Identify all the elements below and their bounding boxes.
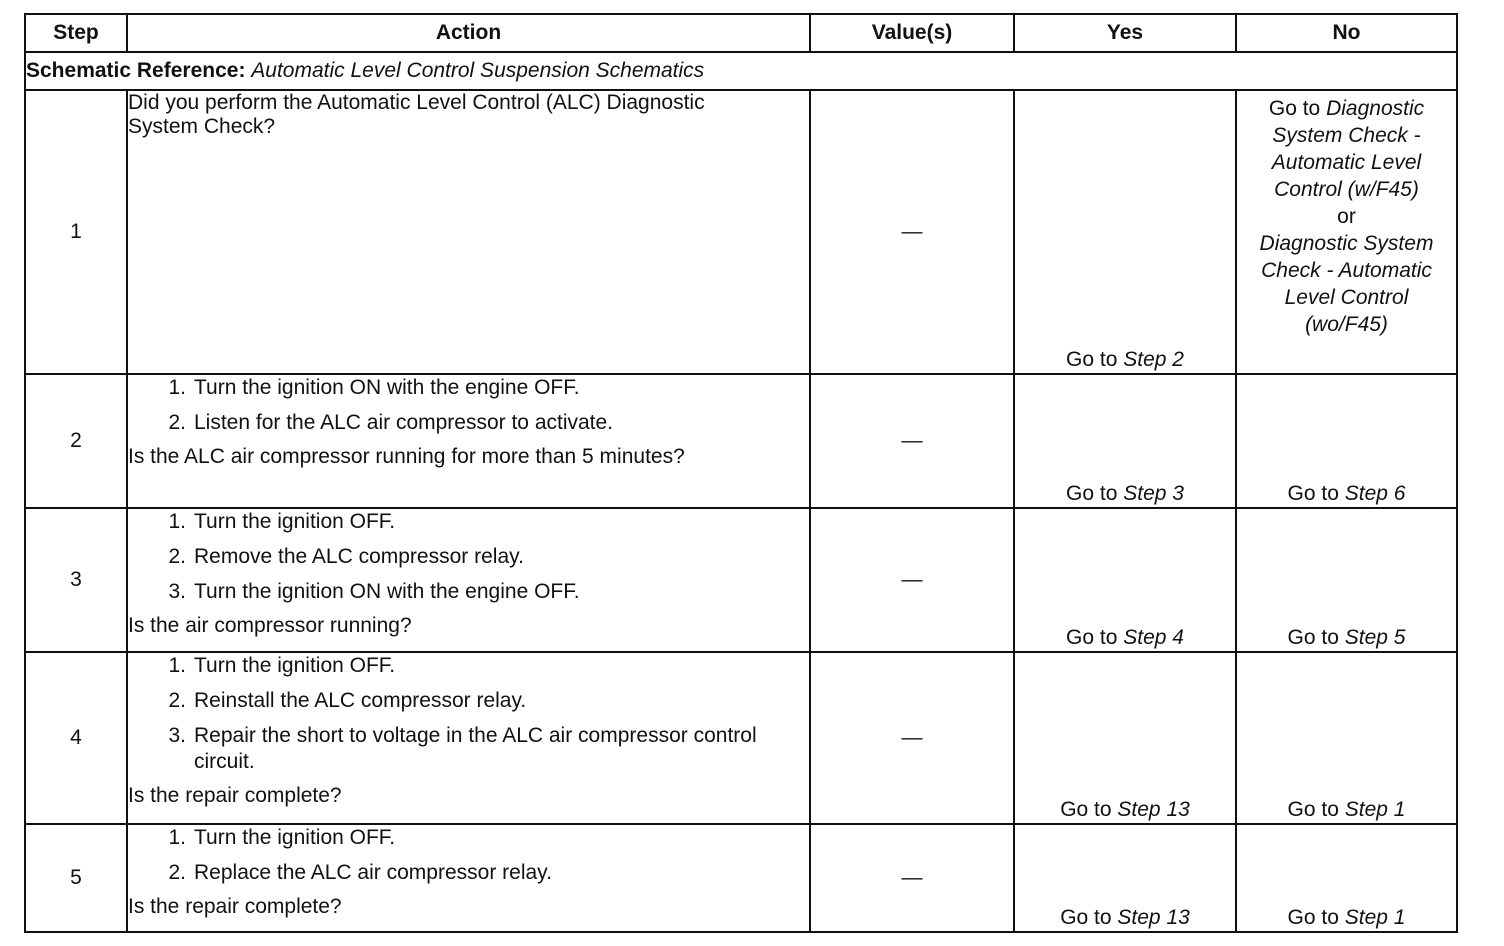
yes-cell [1014, 508, 1236, 652]
no-cell [1236, 90, 1457, 374]
step-number: 2 [25, 374, 127, 508]
no-target-link-wo-f45: Diagnostic System Check - Automatic Level Control (wo/F45) [1259, 232, 1434, 336]
value-cell: — [810, 508, 1014, 652]
schematic-link: Automatic Level Control Suspension Schematics [251, 59, 705, 82]
action-cell [127, 652, 810, 824]
yes-prefix: Go to [1066, 482, 1118, 505]
yes-target-link: Step 3 [1123, 482, 1184, 505]
no-cell [1236, 374, 1457, 508]
list-item [128, 653, 809, 679]
step-number: 3 [25, 508, 127, 652]
no-target-link: Step 6 [1344, 482, 1406, 505]
item-text: Repair the short to voltage in the ALC air compressor control circuit. [194, 724, 757, 773]
action-question: Did you perform the Automatic Level Control (ALC) Diagnostic System Check? [128, 91, 705, 138]
action-question: Is the ALC air compressor running for more than 5 minutes? [128, 445, 685, 468]
item-number: 1. [168, 510, 186, 533]
item-number: 1. [168, 826, 186, 849]
item-number: 3. [168, 580, 186, 603]
yes-prefix: Go to [1060, 906, 1112, 929]
step-number: 5 [25, 824, 127, 932]
item-text: Turn the ignition OFF. [194, 826, 396, 849]
yes-prefix: Go to [1066, 348, 1118, 371]
yes-cell [1014, 824, 1236, 932]
item-number: 1. [168, 654, 186, 677]
step-number: 1 [25, 90, 127, 374]
no-target-link: Step 5 [1344, 626, 1406, 649]
list-item [128, 579, 809, 605]
list-item [128, 825, 809, 851]
table-row-step-5 [25, 824, 1457, 932]
no-prefix: Go to [1287, 482, 1339, 505]
table-row-step-4 [25, 652, 1457, 824]
diagnostic-table [24, 13, 1458, 933]
action-question: Is the repair complete? [128, 895, 342, 918]
action-cell [127, 90, 810, 374]
yes-target-link: Step 4 [1123, 626, 1184, 649]
action-question: Is the air compressor running? [128, 614, 412, 637]
item-text: Listen for the ALC air compressor to activate. [194, 411, 614, 434]
item-text: Reinstall the ALC compressor relay. [194, 689, 527, 712]
no-prefix: Go to [1287, 798, 1339, 821]
item-number: 2. [168, 861, 186, 884]
yes-target-link: Step 2 [1123, 348, 1184, 371]
header-no: No [1236, 14, 1457, 52]
action-steps [128, 509, 809, 605]
yes-prefix: Go to [1060, 798, 1112, 821]
list-item [128, 688, 809, 714]
no-prefix: Go to [1287, 906, 1339, 929]
no-prefix: Go to [1268, 97, 1321, 120]
value-cell: — [810, 90, 1014, 374]
list-item [128, 410, 809, 436]
list-item [128, 544, 809, 570]
item-text: Turn the ignition ON with the engine OFF. [194, 580, 580, 603]
no-or: or [1337, 205, 1356, 228]
value-cell: — [810, 652, 1014, 824]
item-text: Remove the ALC compressor relay. [194, 545, 524, 568]
item-number: 2. [168, 411, 186, 434]
item-text: Turn the ignition OFF. [194, 654, 396, 677]
item-number: 3. [168, 724, 186, 747]
item-text: Replace the ALC air compressor relay. [194, 861, 552, 884]
header-values: Value(s) [810, 14, 1014, 52]
table-row-step-3 [25, 508, 1457, 652]
schematic-label: Schematic Reference: [26, 59, 246, 82]
list-item [128, 509, 809, 535]
header-yes: Yes [1014, 14, 1236, 52]
header-row [25, 14, 1457, 52]
item-number: 2. [168, 545, 186, 568]
no-cell [1236, 824, 1457, 932]
schematic-reference [25, 52, 1457, 90]
list-item [128, 723, 809, 775]
table-row-step-2 [25, 374, 1457, 508]
action-steps [128, 825, 809, 886]
item-text: Turn the ignition ON with the engine OFF. [194, 376, 580, 399]
header-action: Action [127, 14, 810, 52]
value-cell: — [810, 824, 1014, 932]
yes-prefix: Go to [1066, 626, 1118, 649]
action-cell [127, 508, 810, 652]
yes-cell [1014, 90, 1236, 374]
no-target-link: Step 1 [1344, 798, 1406, 821]
yes-target-link: Step 13 [1117, 798, 1190, 821]
item-text: Turn the ignition OFF. [194, 510, 396, 533]
value-cell: — [810, 374, 1014, 508]
step-number: 4 [25, 652, 127, 824]
no-prefix: Go to [1287, 626, 1339, 649]
action-steps [128, 653, 809, 775]
no-target-link-w-f45: Diagnostic System Check - Automatic Level Control (w/F45) [1271, 97, 1425, 201]
item-number: 2. [168, 689, 186, 712]
header-step: Step [25, 14, 127, 52]
yes-target-link: Step 13 [1117, 906, 1190, 929]
list-item [128, 860, 809, 886]
action-cell [127, 374, 810, 508]
action-steps [128, 375, 809, 436]
no-target-link: Step 1 [1344, 906, 1406, 929]
action-cell [127, 824, 810, 932]
schematic-row [25, 52, 1457, 90]
yes-cell [1014, 652, 1236, 824]
item-number: 1. [168, 376, 186, 399]
yes-cell [1014, 374, 1236, 508]
action-question: Is the repair complete? [128, 784, 342, 807]
list-item [128, 375, 809, 401]
table-row-step-1 [25, 90, 1457, 374]
no-cell [1236, 508, 1457, 652]
no-cell [1236, 652, 1457, 824]
